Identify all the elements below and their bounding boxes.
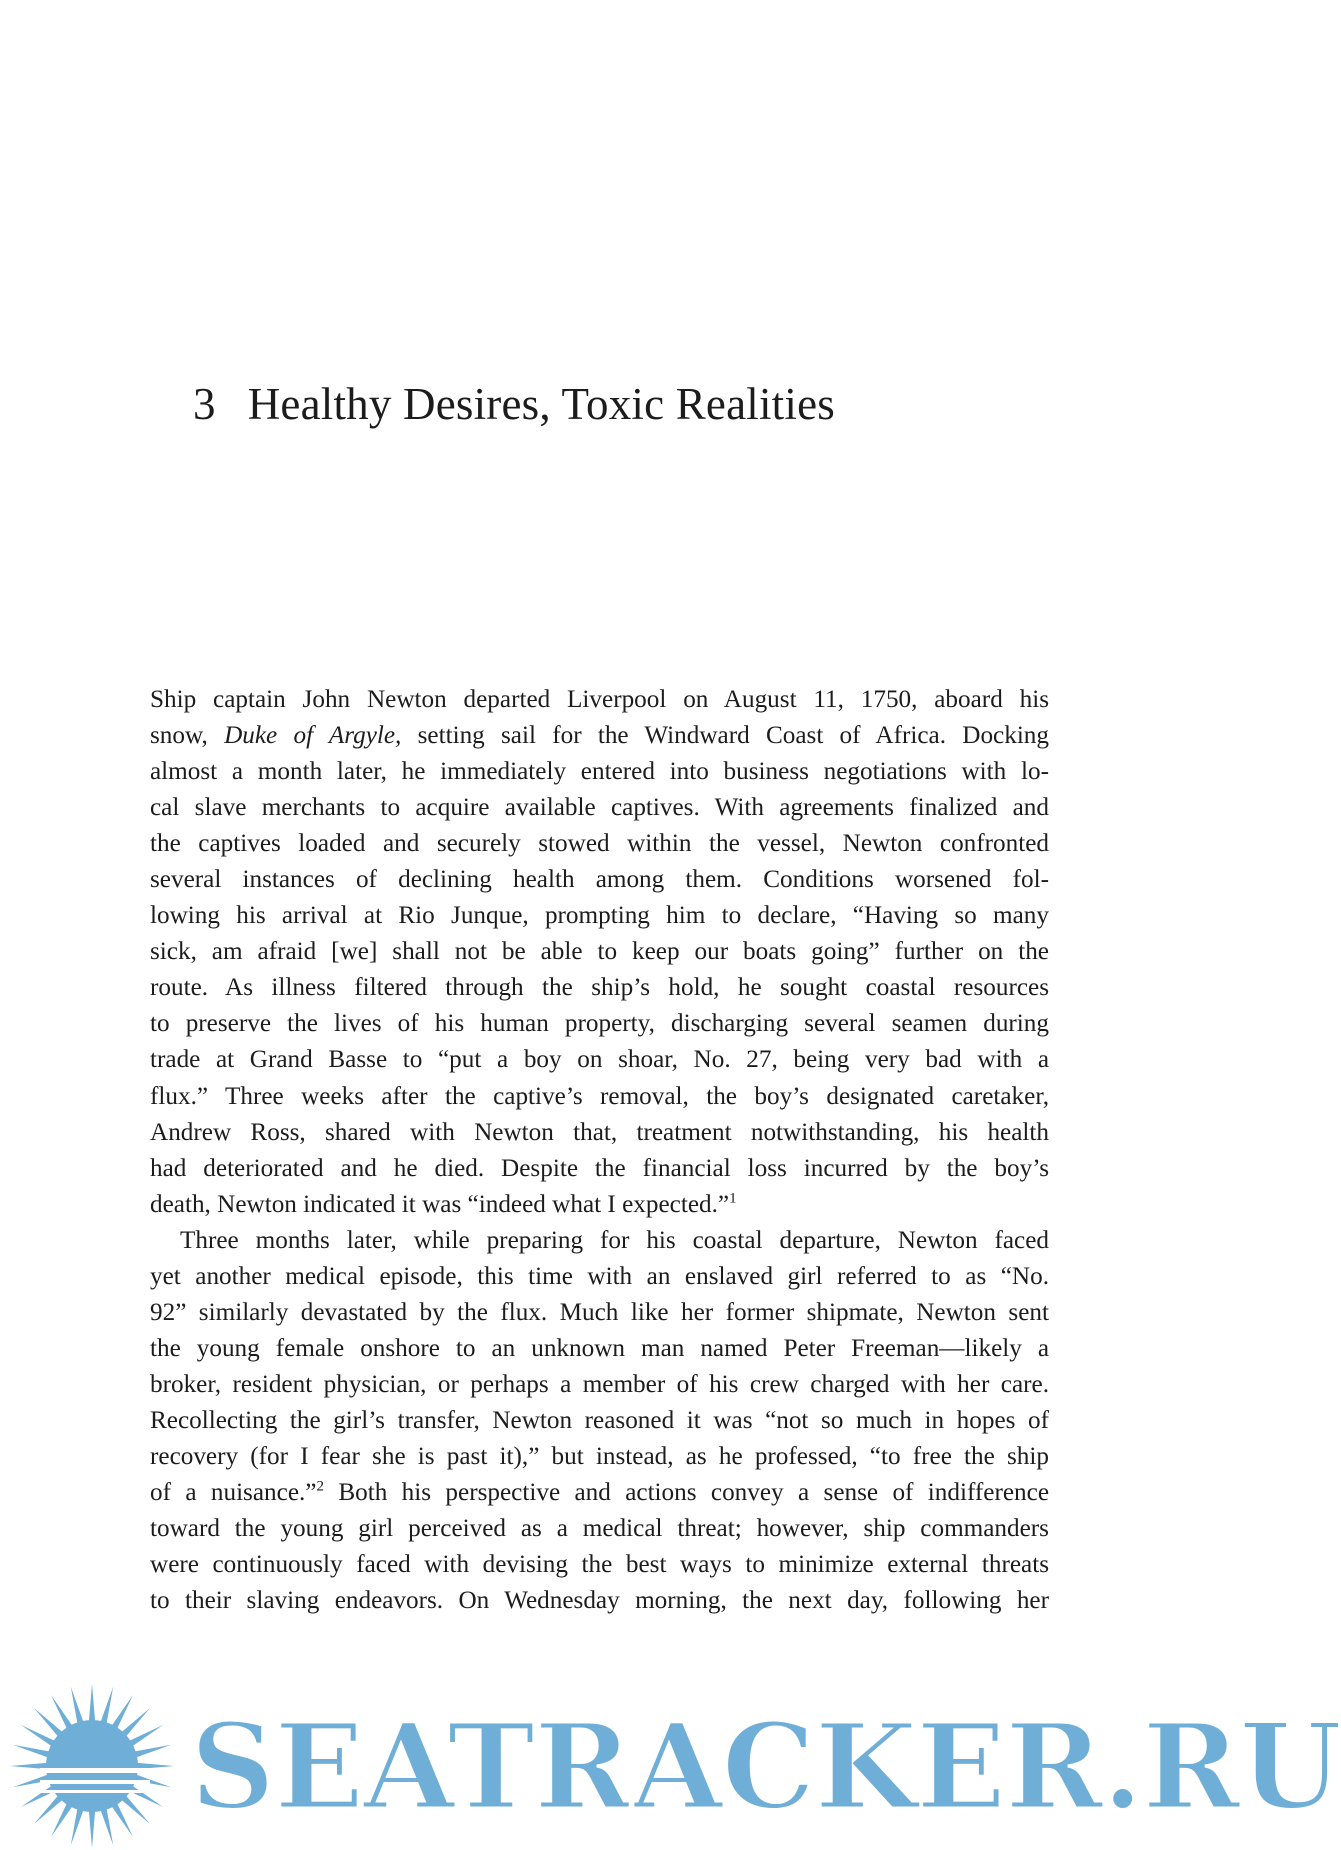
chapter-title <box>193 378 835 430</box>
chapter-number: 3 <box>193 379 216 429</box>
watermark-text: SEATRACKER.RU <box>190 1697 1341 1836</box>
text-line: to their slaving endeavors. On Wednesday morning, the next day, following her <box>150 1587 1049 1615</box>
text-line: yet another medical episode, this time with an enslaved girl referred to as “No. <box>150 1262 1049 1290</box>
text-line: of a nuisance.”$^2$ Both his perspective and actions convey a sense of indifference <box>150 1478 1049 1507</box>
text-line: 92” similarly devastated by the flux. Much like her former shipmate, Newton sent <box>150 1298 1049 1326</box>
text-line: trade at Grand Basse to “put a boy on shoar, No. 27, being very bad with a <box>150 1046 1049 1074</box>
text-line: recovery (for I fear she is past it),” but instead, as he professed, “to free the ship <box>150 1442 1049 1470</box>
text-line: the young female onshore to an unknown man named Peter Freeman—likely a <box>150 1334 1049 1362</box>
text-line: had deteriorated and he died. Despite the financial loss incurred by the boy’s <box>150 1154 1049 1182</box>
text-line: broker, resident physician, or perhaps a member of his crew charged with her care. <box>150 1370 1049 1398</box>
text-line: death, Newton indicated it was “indeed what I expected.”$^1$ <box>150 1190 737 1218</box>
paragraph-1 <box>150 682 1049 1223</box>
text-line: sick, am afraid [we] shall not be able to keep our boats going” further on the <box>150 938 1049 966</box>
text-line: the captives loaded and securely stowed within the vessel, Newton confronted <box>150 830 1049 858</box>
text-line: flux.” Three weeks after the captive’s removal, the boy’s designated caretaker, <box>150 1082 1049 1110</box>
text-line: Andrew Ross, shared with Newton that, treatment notwithstanding, his health <box>150 1118 1049 1146</box>
text-line: several instances of declining health among them. Conditions worsened fol- <box>150 866 1049 894</box>
watermark <box>0 1688 1341 1850</box>
text-line: almost a month later, he immediately entered into business negotiations with lo- <box>150 758 1049 786</box>
text-line: cal slave merchants to acquire available captives. With agreements finalized and <box>150 794 1049 822</box>
text-line: Three months later, while preparing for his coastal departure, Newton faced <box>180 1226 1049 1254</box>
body-text <box>150 682 1049 1619</box>
text-line: Ship captain John Newton departed Liverpool on August 11, 1750, aboard his <box>150 686 1049 713</box>
text-line: snow, Duke of Argyle, setting sail for the Windward Coast of Africa. Docking <box>150 722 1049 750</box>
text-line: lowing his arrival at Rio Junque, prompting him to declare, “Having so many <box>150 902 1049 930</box>
chapter-title-text: Healthy Desires, Toxic Realities <box>247 379 835 429</box>
ship-name: Duke of Argyle, <box>224 722 402 750</box>
paragraph-2 <box>150 1223 1049 1620</box>
text-line: route. As illness filtered through the ship’s hold, he sought coastal resources <box>150 974 1049 1002</box>
text-line: toward the young girl perceived as a medical threat; however, ship commanders <box>150 1515 1049 1543</box>
text-line: to preserve the lives of his human property, discharging several seamen during <box>150 1010 1049 1038</box>
text-line: Recollecting the girl’s transfer, Newton reasoned it was “not so much in hopes of <box>150 1406 1049 1434</box>
footnote-ref-2[interactable]: 2 <box>316 1478 324 1495</box>
text-line: were continuously faced with devising the best ways to minimize external threats <box>150 1551 1049 1579</box>
footnote-ref-1[interactable]: 1 <box>729 1190 737 1207</box>
